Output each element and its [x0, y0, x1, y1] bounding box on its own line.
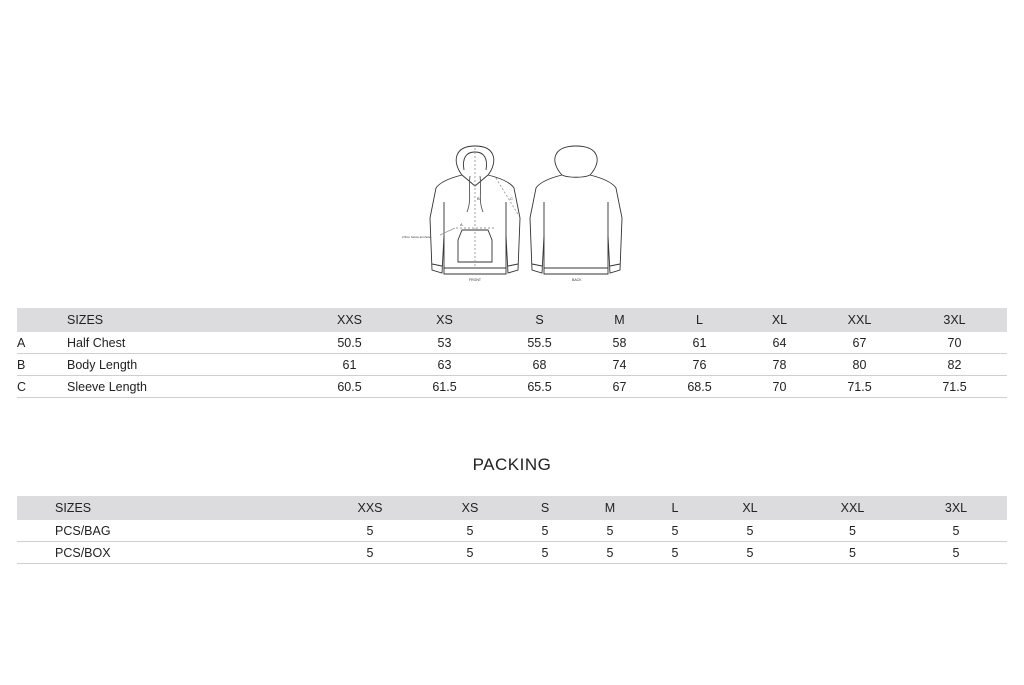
- hoodie-back-drawing: [530, 146, 622, 274]
- table-row: [17, 354, 1007, 376]
- value-cell: 61.5: [392, 376, 497, 398]
- sketch-back-label: BACK: [572, 278, 582, 282]
- table-header-row: [17, 308, 1007, 332]
- size-measurements-table: [17, 308, 1007, 398]
- value-cell: 71.5: [817, 376, 902, 398]
- value-cell: 5: [650, 520, 700, 542]
- hoodie-front-drawing: [430, 146, 520, 274]
- header-size-xl: XL: [742, 501, 758, 515]
- packing-title: PACKING: [472, 455, 552, 474]
- value-cell: 65.5: [497, 376, 582, 398]
- sketch-marker-b: B: [477, 196, 480, 201]
- header-spacer-cell: [17, 496, 55, 520]
- value-cell: 74: [582, 354, 657, 376]
- header-size-3xl: 3XL: [944, 501, 968, 515]
- header-sizes-label: SIZES: [67, 313, 104, 327]
- header-size-l: L: [696, 313, 703, 327]
- value-cell: 61: [307, 354, 392, 376]
- sketch-marker-c: C: [510, 196, 513, 201]
- header-size-m: M: [604, 501, 616, 515]
- value-cell: 70: [902, 332, 1007, 354]
- value-cell: 53: [392, 332, 497, 354]
- value-cell: 5: [700, 520, 800, 542]
- value-cell: 68: [497, 354, 582, 376]
- header-size-l: L: [671, 501, 679, 515]
- row-spacer: [17, 520, 55, 542]
- value-cell: 5: [320, 542, 420, 564]
- value-cell: 5: [800, 542, 905, 564]
- value-cell: 5: [800, 520, 905, 542]
- header-size-m: M: [614, 313, 625, 327]
- table-row: [17, 332, 1007, 354]
- value-cell: 5: [320, 520, 420, 542]
- value-cell: 5: [570, 542, 650, 564]
- value-cell: 5: [570, 520, 650, 542]
- value-cell: 80: [817, 354, 902, 376]
- value-cell: 78: [742, 354, 817, 376]
- sketch-marker-a: A: [460, 222, 463, 227]
- value-cell: 82: [902, 354, 1007, 376]
- header-size-xxs: XXS: [336, 313, 362, 327]
- value-cell: 5: [520, 520, 570, 542]
- value-cell: 5: [420, 542, 520, 564]
- header-size-3xl: 3XL: [943, 313, 966, 327]
- header-sizes-label: SIZES: [55, 501, 92, 515]
- row-label: Sleeve Length: [67, 376, 307, 398]
- value-cell: 5: [650, 542, 700, 564]
- value-cell: 58: [582, 332, 657, 354]
- table-row: [17, 542, 1007, 564]
- row-label: Body Length: [67, 354, 307, 376]
- value-cell: 67: [582, 376, 657, 398]
- header-size-xxl: XXL: [840, 501, 865, 515]
- value-cell: 5: [700, 542, 800, 564]
- hoodie-technical-drawing: [400, 140, 630, 290]
- row-label: PCS/BAG: [55, 520, 320, 542]
- sketch-front-label: FRONT: [469, 278, 482, 282]
- value-cell: 60.5: [307, 376, 392, 398]
- value-cell: 5: [905, 542, 1007, 564]
- row-code: B: [17, 354, 67, 376]
- value-cell: 5: [420, 520, 520, 542]
- header-code-cell: [17, 308, 67, 332]
- value-cell: 68.5: [657, 376, 742, 398]
- header-size-s: S: [535, 313, 544, 327]
- value-cell: 70: [742, 376, 817, 398]
- value-cell: 50.5: [307, 332, 392, 354]
- header-size-xs: XS: [461, 501, 479, 515]
- row-label: PCS/BOX: [55, 542, 320, 564]
- table-row: [17, 376, 1007, 398]
- row-label: Half Chest: [67, 332, 307, 354]
- header-size-xl: XL: [771, 313, 788, 327]
- header-size-xxs: XXS: [357, 501, 383, 515]
- value-cell: 5: [520, 542, 570, 564]
- row-code: C: [17, 376, 67, 398]
- header-size-xxl: XXL: [847, 313, 872, 327]
- value-cell: 63: [392, 354, 497, 376]
- header-size-s: S: [540, 501, 550, 515]
- value-cell: 61: [657, 332, 742, 354]
- row-spacer: [17, 542, 55, 564]
- value-cell: 55.5: [497, 332, 582, 354]
- table-row: [17, 520, 1007, 542]
- value-cell: 5: [905, 520, 1007, 542]
- table-header-row: [17, 496, 1007, 520]
- value-cell: 64: [742, 332, 817, 354]
- value-cell: 76: [657, 354, 742, 376]
- packing-table: [17, 496, 1007, 564]
- sketch-armhole-note: 2.5cm below armhole: [402, 235, 431, 239]
- row-code: A: [17, 332, 67, 354]
- header-size-xs: XS: [436, 313, 453, 327]
- value-cell: 71.5: [902, 376, 1007, 398]
- value-cell: 67: [817, 332, 902, 354]
